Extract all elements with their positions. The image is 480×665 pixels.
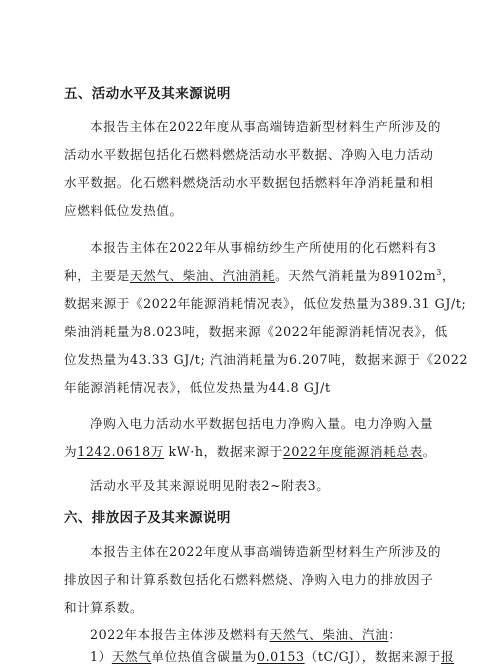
section-6-paragraph-2: 2022年本报告主体涉及燃料有天然气、柴油、汽油：: [90, 627, 402, 642]
section-5-paragraph-1-line: 水平数据。化石燃料燃烧活动水平数据包括燃料年净消耗量和相: [64, 175, 434, 190]
section-6-paragraph-1-line: 排放因子和计算系数包括化石燃料燃烧、净购入电力的排放因子: [64, 572, 434, 587]
section-5-paragraph-1-line: 本报告主体在2022年度从事高端铸造新型材料生产所涉及的: [90, 119, 442, 134]
section-5-paragraph-2-line: 年能源消耗情况表》，低位发热量为44.8 GJ/t: [64, 380, 331, 395]
fuels-underlined: 天然气、柴油、汽油: [269, 627, 389, 642]
fuel-types-underlined: 天然气、柴油、汽油消耗: [129, 268, 276, 283]
section-5-paragraph-4: 活动水平及其来源说明见附表2~附表3。: [90, 478, 330, 493]
data-source-underlined: 2022年度能源消耗总表: [282, 444, 423, 459]
section-5-paragraph-2-line: 本报告主体在2022年从事棉纺纱生产所使用的化石燃料有3: [90, 240, 437, 255]
electricity-amount-underlined: 1242.0618万: [77, 444, 164, 459]
section-6-paragraph-1-line: 本报告主体在2022年度从事高端铸造新型材料生产所涉及的: [90, 544, 442, 559]
section-5-paragraph-3-line: 净购入电力活动水平数据包括电力净购入量。电力净购入量: [90, 416, 434, 431]
section-5-heading: 五、活动水平及其来源说明: [64, 86, 231, 102]
section-5-paragraph-1-line: 应燃料低位发热值。: [64, 203, 183, 218]
section-5-paragraph-3-line: 为1242.0618万 kW·h，数据来源于2022年度能源消耗总表。: [64, 444, 436, 459]
section-5-paragraph-2-line: 数据来源于《2022年能源消耗情况表》，低位发热量为389.31 GJ/t;: [64, 296, 467, 311]
section-6-paragraph-3: 1）天然气单位热值含碳量为0.0153（tC/GJ），数据来源于报: [90, 649, 455, 664]
section-5-paragraph-2-line: 位发热量为43.33 GJ/t; 汽油消耗量为6.207吨，数据来源于《2022: [64, 352, 469, 367]
section-5-paragraph-2-line: 柴油消耗量为8.023吨，数据来源《2022年能源消耗情况表》，低: [64, 324, 448, 339]
section-6-heading: 六、排放因子及其来源说明: [64, 510, 231, 526]
section-5-paragraph-1-line: 活动水平数据包括化石燃料燃烧活动水平数据、净购入电力活动: [64, 147, 434, 162]
section-6-paragraph-1-line: 和计算系数。: [64, 600, 144, 615]
section-5-paragraph-2-line: 种，主要是天然气、柴油、汽油消耗。天然气消耗量为$89102m^3$，: [64, 267, 456, 283]
